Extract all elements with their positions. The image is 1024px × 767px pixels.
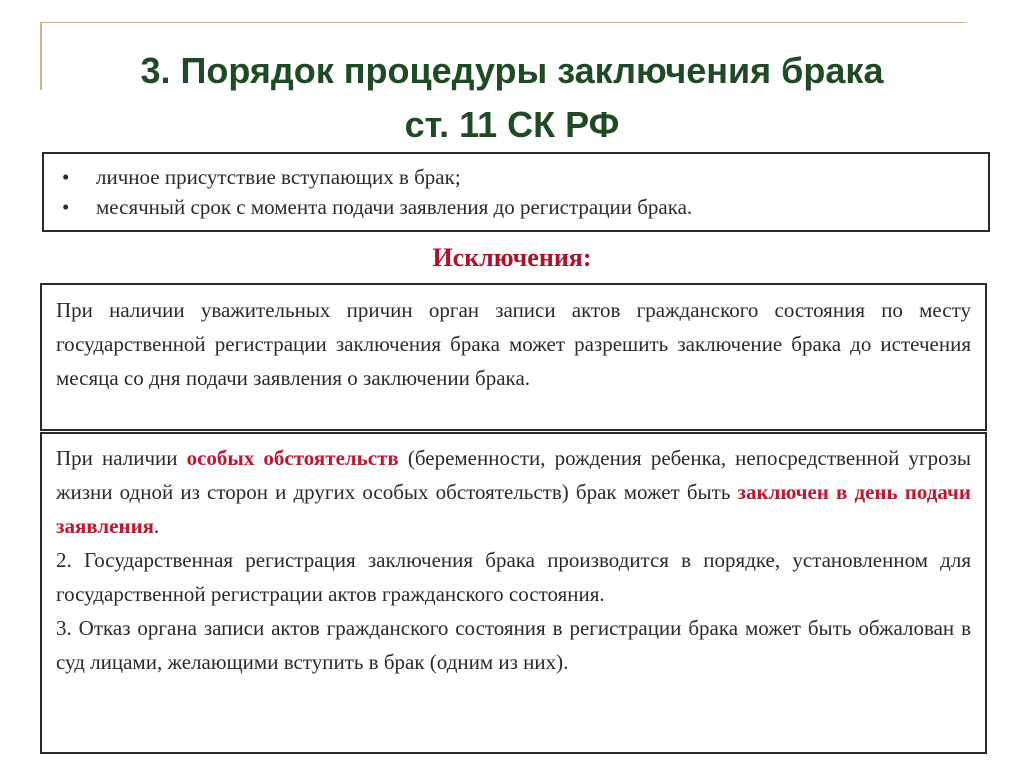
condition-text: личное присутствие вступающих в брак; — [96, 165, 461, 189]
exception-box-special — [40, 432, 987, 754]
slide-title-line2: ст. 11 СК РФ — [404, 104, 620, 145]
conditions-box — [42, 152, 990, 232]
bullet-icon: • — [62, 165, 70, 189]
point-2-paragraph: 2. Государственная регистрация заключения брака производится в порядке, установленном для государственной регистрации актов гражданского состояния. — [56, 548, 971, 606]
exception-box-valid-reasons — [40, 283, 987, 431]
exceptions-heading: Исключения: — [432, 243, 592, 272]
point-3-paragraph: 3. Отказ органа записи актов гражданского состояния в регистрации брака может быть обжалован в суд лицами, желающими вступить в брак (одним из них). — [56, 616, 971, 674]
slide-title-line1: 3. Порядок процедуры заключения брака — [140, 50, 884, 91]
bullet-icon: • — [62, 195, 70, 219]
special-circumstances-paragraph — [56, 441, 971, 543]
decorative-frame-top — [40, 22, 966, 23]
slide-title — [0, 44, 1024, 152]
exception-paragraph: При наличии уважительных причин орган записи актов гражданского состояния по месту государственной регистрации заключения брака может разрешить заключение брака до истечения месяца со дня подачи заявления о заключении брака. — [56, 298, 971, 390]
condition-item — [56, 192, 976, 222]
special-middle: (беременности, рождения ребенка, непосредственной угрозы жизни одной из сторон и других особых обстоятельств) брак может быть — [56, 446, 971, 504]
condition-item — [56, 162, 976, 192]
special-prefix: При наличии — [56, 446, 187, 470]
special-suffix: . — [154, 514, 160, 538]
condition-text: месячный срок с момента подачи заявления до регистрации брака. — [96, 195, 693, 219]
special-highlight-same-day: заключен в день подачи заявления — [56, 480, 971, 538]
special-highlight-circumstances: особых обстоятельств — [186, 446, 399, 470]
